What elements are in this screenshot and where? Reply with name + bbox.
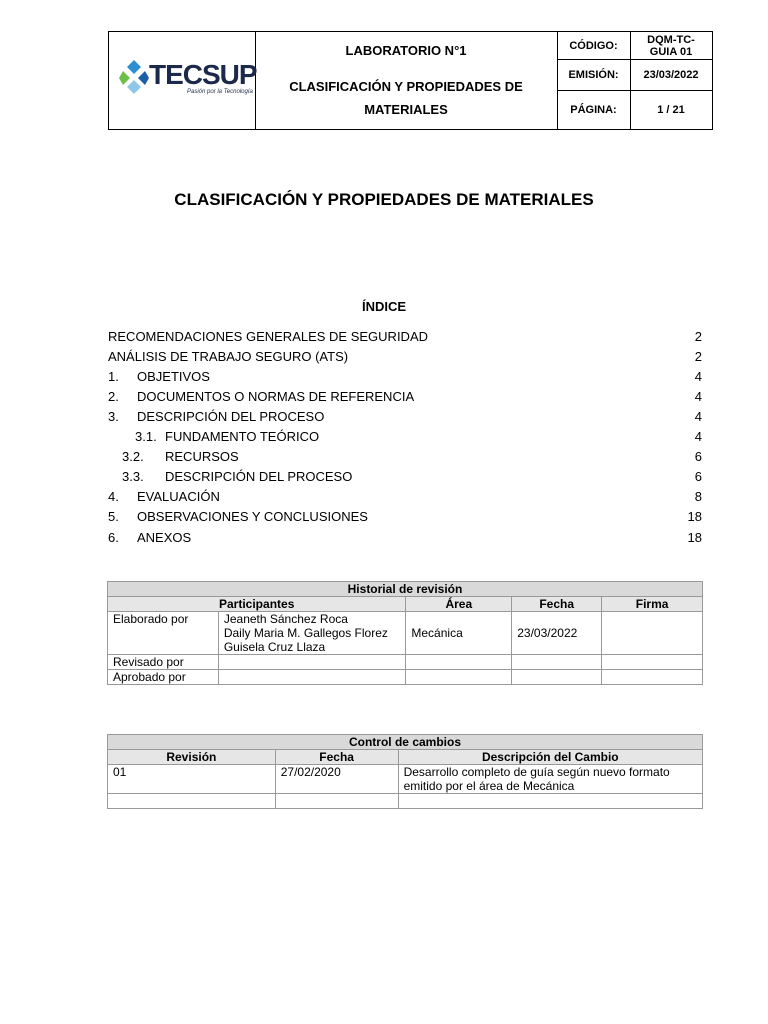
toc-item-number: 4. [108,489,119,504]
toc-item[interactable] [108,467,702,487]
toc-item-text: DESCRIPCIÓN DEL PROCESO [165,469,353,484]
change-fecha: 27/02/2020 [275,765,398,794]
pagina-label: PÁGINA: [557,91,631,129]
toc-item[interactable] [108,528,702,548]
table-row [108,612,703,655]
elaborado-names [218,612,406,655]
col-revision: Revisión [108,750,276,765]
toc-item[interactable] [108,407,702,427]
header-meta [557,32,712,129]
codigo-row [557,32,712,60]
toc-item-text: FUNDAMENTO TEÓRICO [165,429,320,444]
table-row [108,794,703,809]
toc-item-number: 6. [108,530,119,545]
toc-item-number: 1. [108,369,119,384]
toc-item-page: 6 [694,449,702,464]
elaborado-area: Mecánica [406,612,512,655]
toc-item-text: ANÁLISIS DE TRABAJO SEGURO (ATS) [108,349,349,364]
toc-item-page: 4 [694,409,702,424]
header-doc-title: CLASIFICACIÓN Y PROPIEDADES DE MATERIALES [289,79,523,117]
emision-value: 23/03/2022 [643,69,699,81]
toc-item-text: DOCUMENTOS O NORMAS DE REFERENCIA [137,389,415,404]
toc-item[interactable] [108,427,702,447]
toc-item-number: 3. [108,409,119,424]
toc-item-text: OBSERVACIONES Y CONCLUSIONES [137,509,368,524]
toc-item[interactable] [108,327,702,347]
participant-name: Jeaneth Sánchez Roca [223,612,348,626]
participant-name: Guisela Cruz Llaza [223,640,326,654]
toc-item-text: EVALUACIÓN [137,489,220,504]
pagina-value: 1 / 21 [657,104,685,116]
toc-item-text: DESCRIPCIÓN DEL PROCESO [137,409,325,424]
toc-item[interactable] [108,487,702,507]
table-row [108,765,703,794]
col-descripcion: Descripción del Cambio [398,750,702,765]
header-title-cell [255,32,558,129]
elaborado-fecha: 23/03/2022 [512,612,602,655]
toc-item-page: 8 [694,489,702,504]
main-title: CLASIFICACIÓN Y PROPIEDADES DE MATERIALES [174,190,594,209]
toc-item-text: OBJETIVOS [137,369,210,384]
toc-item-number: 5. [108,509,119,524]
toc-item-page: 4 [694,429,702,444]
toc-item-number: 2. [108,389,119,404]
toc-item-text: RECOMENDACIONES GENERALES DE SEGURIDAD [108,329,429,344]
toc-item-page: 2 [694,349,702,364]
change-control-title: Control de cambios [108,735,703,750]
aprobado-label: Aprobado por [108,670,219,685]
col-fecha: Fecha [275,750,398,765]
toc-item-page: 18 [687,530,702,545]
tecsup-logo-icon [119,58,149,94]
toc-item-page: 2 [694,329,702,344]
index-title: ÍNDICE [361,299,407,314]
participant-name: Daily Maria M. Gallegos Florez [223,626,388,640]
elaborado-label: Elaborado por [108,612,219,655]
toc-item[interactable] [108,347,702,367]
toc-item-page: 6 [694,469,702,484]
change-revision: 01 [108,765,276,794]
codigo-label: CÓDIGO: [557,32,631,59]
table-row [108,670,703,685]
toc-item-text: ANEXOS [137,530,192,545]
logo-tagline: Pasión por la Tecnología [187,89,253,95]
document-header [108,31,713,130]
toc-item[interactable] [108,387,702,407]
pagina-row [557,91,712,129]
change-control-table [107,734,703,809]
toc-item-number: 3.2. [122,449,144,464]
elaborado-firma [602,612,703,655]
logo-text: TECSUP [149,59,257,90]
table-row [108,655,703,670]
col-area: Área [406,597,512,612]
revision-history-table [107,581,703,685]
toc-item-text: RECURSOS [165,449,239,464]
revisado-label: Revisado por [108,655,219,670]
change-descripcion: Desarrollo completo de guía según nuevo formato emitido por el área de Mecánica [398,765,702,794]
col-fecha: Fecha [512,597,602,612]
codigo-value: DQM-TC-GUIA 01 [647,33,695,58]
toc-item-page: 4 [694,389,702,404]
toc-item-number: 3.3. [122,469,144,484]
emision-row [557,60,712,91]
toc-item[interactable] [108,447,702,467]
col-firma: Firma [602,597,703,612]
toc-item-page: 4 [694,369,702,384]
toc-item[interactable] [108,367,702,387]
toc-item-number: 3.1. [135,429,157,444]
revision-history-title: Historial de revisión [108,582,703,597]
emision-label: EMISIÓN: [557,60,631,90]
toc-item-page: 18 [687,509,702,524]
toc-item[interactable] [108,507,702,527]
lab-number: LABORATORIO N°1 [345,43,467,58]
logo-cell [109,32,256,129]
col-participantes: Participantes [108,597,406,612]
